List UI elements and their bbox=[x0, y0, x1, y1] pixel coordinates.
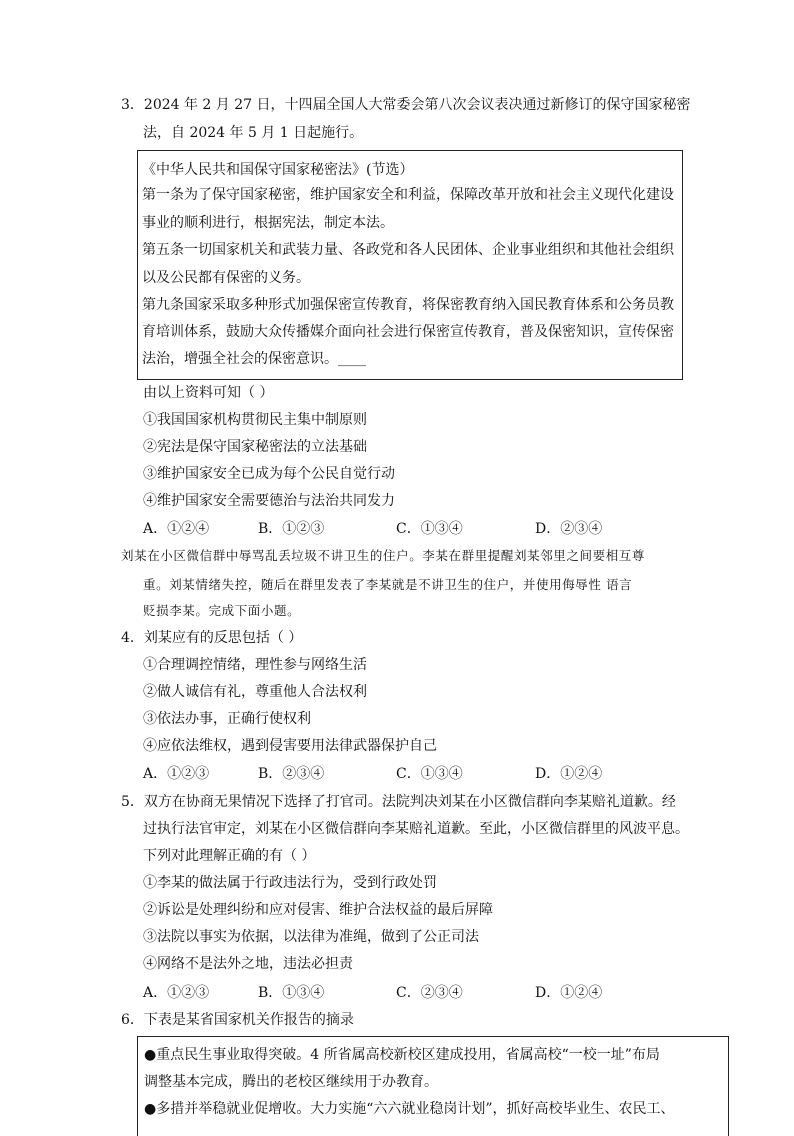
q4-item: ②做人诚信有礼，尊重他人合法权利 bbox=[143, 684, 367, 700]
q4-stem: 4．刘某应有的反思包括（ ） bbox=[121, 630, 303, 646]
q3-item: ③维护国家安全已成为每个公民自觉行动 bbox=[143, 466, 395, 482]
q5-stem-line3: 下列对此理解正确的有（ ） bbox=[143, 848, 316, 864]
q3-options bbox=[143, 518, 703, 542]
passage-line: 贬损李某。完成下面小题。 bbox=[143, 603, 301, 618]
q5-options bbox=[143, 982, 703, 1006]
q4-option-b[interactable]: B．②③④ bbox=[258, 766, 325, 782]
q3-excerpt-line: 育培训体系，鼓励大众传播媒介面向社会进行保密宣传教育，普及保密知识，宣传保密 bbox=[142, 324, 674, 340]
q3-excerpt-line: 第一条为了保守国家秘密，维护国家安全和利益，保障改革开放和社会主义现代化建设 bbox=[142, 187, 674, 203]
q4-item: ④应依法维权，遇到侵害要用法律武器保护自己 bbox=[143, 738, 437, 754]
q4-item: ③依法办事，正确行使权利 bbox=[143, 711, 311, 727]
q5-stem-line2: 过执行法官审定，刘某在小区微信群向李某赔礼道歉。至此，小区微信群里的风波平息。 bbox=[143, 821, 689, 837]
q3-excerpt-line: 事业的顺利进行，根据宪法，制定本法。 bbox=[142, 215, 394, 231]
q3-excerpt-line: 第九条国家采取多种形式加强保密宣传教育，将保密教育纳入国民教育体系和公务员教 bbox=[142, 297, 674, 313]
q6-report-line: 调整基本完成，腾出的老校区继续用于办教育。 bbox=[144, 1074, 438, 1090]
q6-report-box bbox=[137, 1036, 729, 1136]
q3-option-a[interactable]: A．①②④ bbox=[143, 521, 210, 537]
q4-option-c[interactable]: C．①③④ bbox=[396, 766, 463, 782]
q3-option-d[interactable]: D．②③④ bbox=[535, 521, 603, 537]
q3-item: ①我国国家机构贯彻民主集中制原则 bbox=[143, 412, 367, 428]
q3-option-b[interactable]: B．①②③ bbox=[258, 521, 325, 537]
q5-option-b[interactable]: B．①③④ bbox=[258, 985, 325, 1001]
q5-item: ④网络不是法外之地，违法必担责 bbox=[143, 956, 353, 972]
q5-option-a[interactable]: A．①②③ bbox=[143, 985, 210, 1001]
q3-excerpt-line: 以及公民都有保密的义务。 bbox=[142, 270, 310, 286]
q3-excerpt-line: 第五条一切国家机关和武装力量、各政党和各人民团体、企业事业组织和其他社会组织 bbox=[142, 242, 674, 258]
q5-item: ①李某的做法属于行政违法行为，受到行政处罚 bbox=[143, 875, 437, 891]
q3-excerpt-box bbox=[137, 150, 683, 380]
q6-report-line: ●多措并举稳就业促增收。大力实施“六六就业稳岗计划”，抓好高校毕业生、农民工、 bbox=[144, 1101, 675, 1117]
q6-report-line: ●重点民生事业取得突破。4 所省属高校新校区建成投用，省属高校“一校一址”布局 bbox=[144, 1047, 660, 1063]
passage-line: 刘某在小区微信群中辱骂乱丢垃圾不讲卫生的住户。李某在群里提醒刘某邻里之间要相互尊 bbox=[121, 548, 646, 563]
q3-stem-line2: 法，自 2024 年 5 月 1 日起施行。 bbox=[143, 125, 364, 141]
q3-item: ④维护国家安全需要德治与法治共同发力 bbox=[143, 493, 395, 509]
q5-stem-line1: 5．双方在协商无果情况下选择了打官司。法院判决刘某在小区微信群向李某赔礼道歉。经 bbox=[121, 794, 676, 810]
q4-option-d[interactable]: D．①②④ bbox=[535, 766, 603, 782]
q3-item: ②宪法是保守国家秘密法的立法基础 bbox=[143, 439, 367, 455]
q3-excerpt-title: 《中华人民共和国保守国家秘密法》(节选） bbox=[142, 162, 414, 178]
q5-item: ②诉讼是处理纠纷和应对侵害、维护合法权益的最后屏障 bbox=[143, 902, 493, 918]
q4-options bbox=[143, 763, 703, 787]
passage-line: 重。刘某情绪失控，随后在群里发表了李某就是不讲卫生的住户，并使用侮辱性 语言 bbox=[143, 577, 633, 592]
q3-prompt: 由以上资料可知（ ） bbox=[143, 385, 274, 401]
q3-option-c[interactable]: C．①③④ bbox=[396, 521, 463, 537]
q5-item: ③法院以事实为依据，以法律为准绳，做到了公正司法 bbox=[143, 929, 479, 945]
q5-option-c[interactable]: C．②③④ bbox=[396, 985, 463, 1001]
q4-item: ①合理调控情绪，理性参与网络生活 bbox=[143, 657, 367, 673]
q3-stem-line1: 3．2024 年 2 月 27 日，十四届全国人大常委会第八次会议表决通过新修订的保守国家秘密 bbox=[121, 97, 691, 113]
q6-stem: 6．下表是某省国家机关作报告的摘录 bbox=[121, 1012, 354, 1028]
q3-excerpt-line: 法治，增强全社会的保密意识。____ bbox=[142, 351, 366, 367]
q4-option-a[interactable]: A．①②③ bbox=[143, 766, 210, 782]
q5-option-d[interactable]: D．①②④ bbox=[535, 985, 603, 1001]
